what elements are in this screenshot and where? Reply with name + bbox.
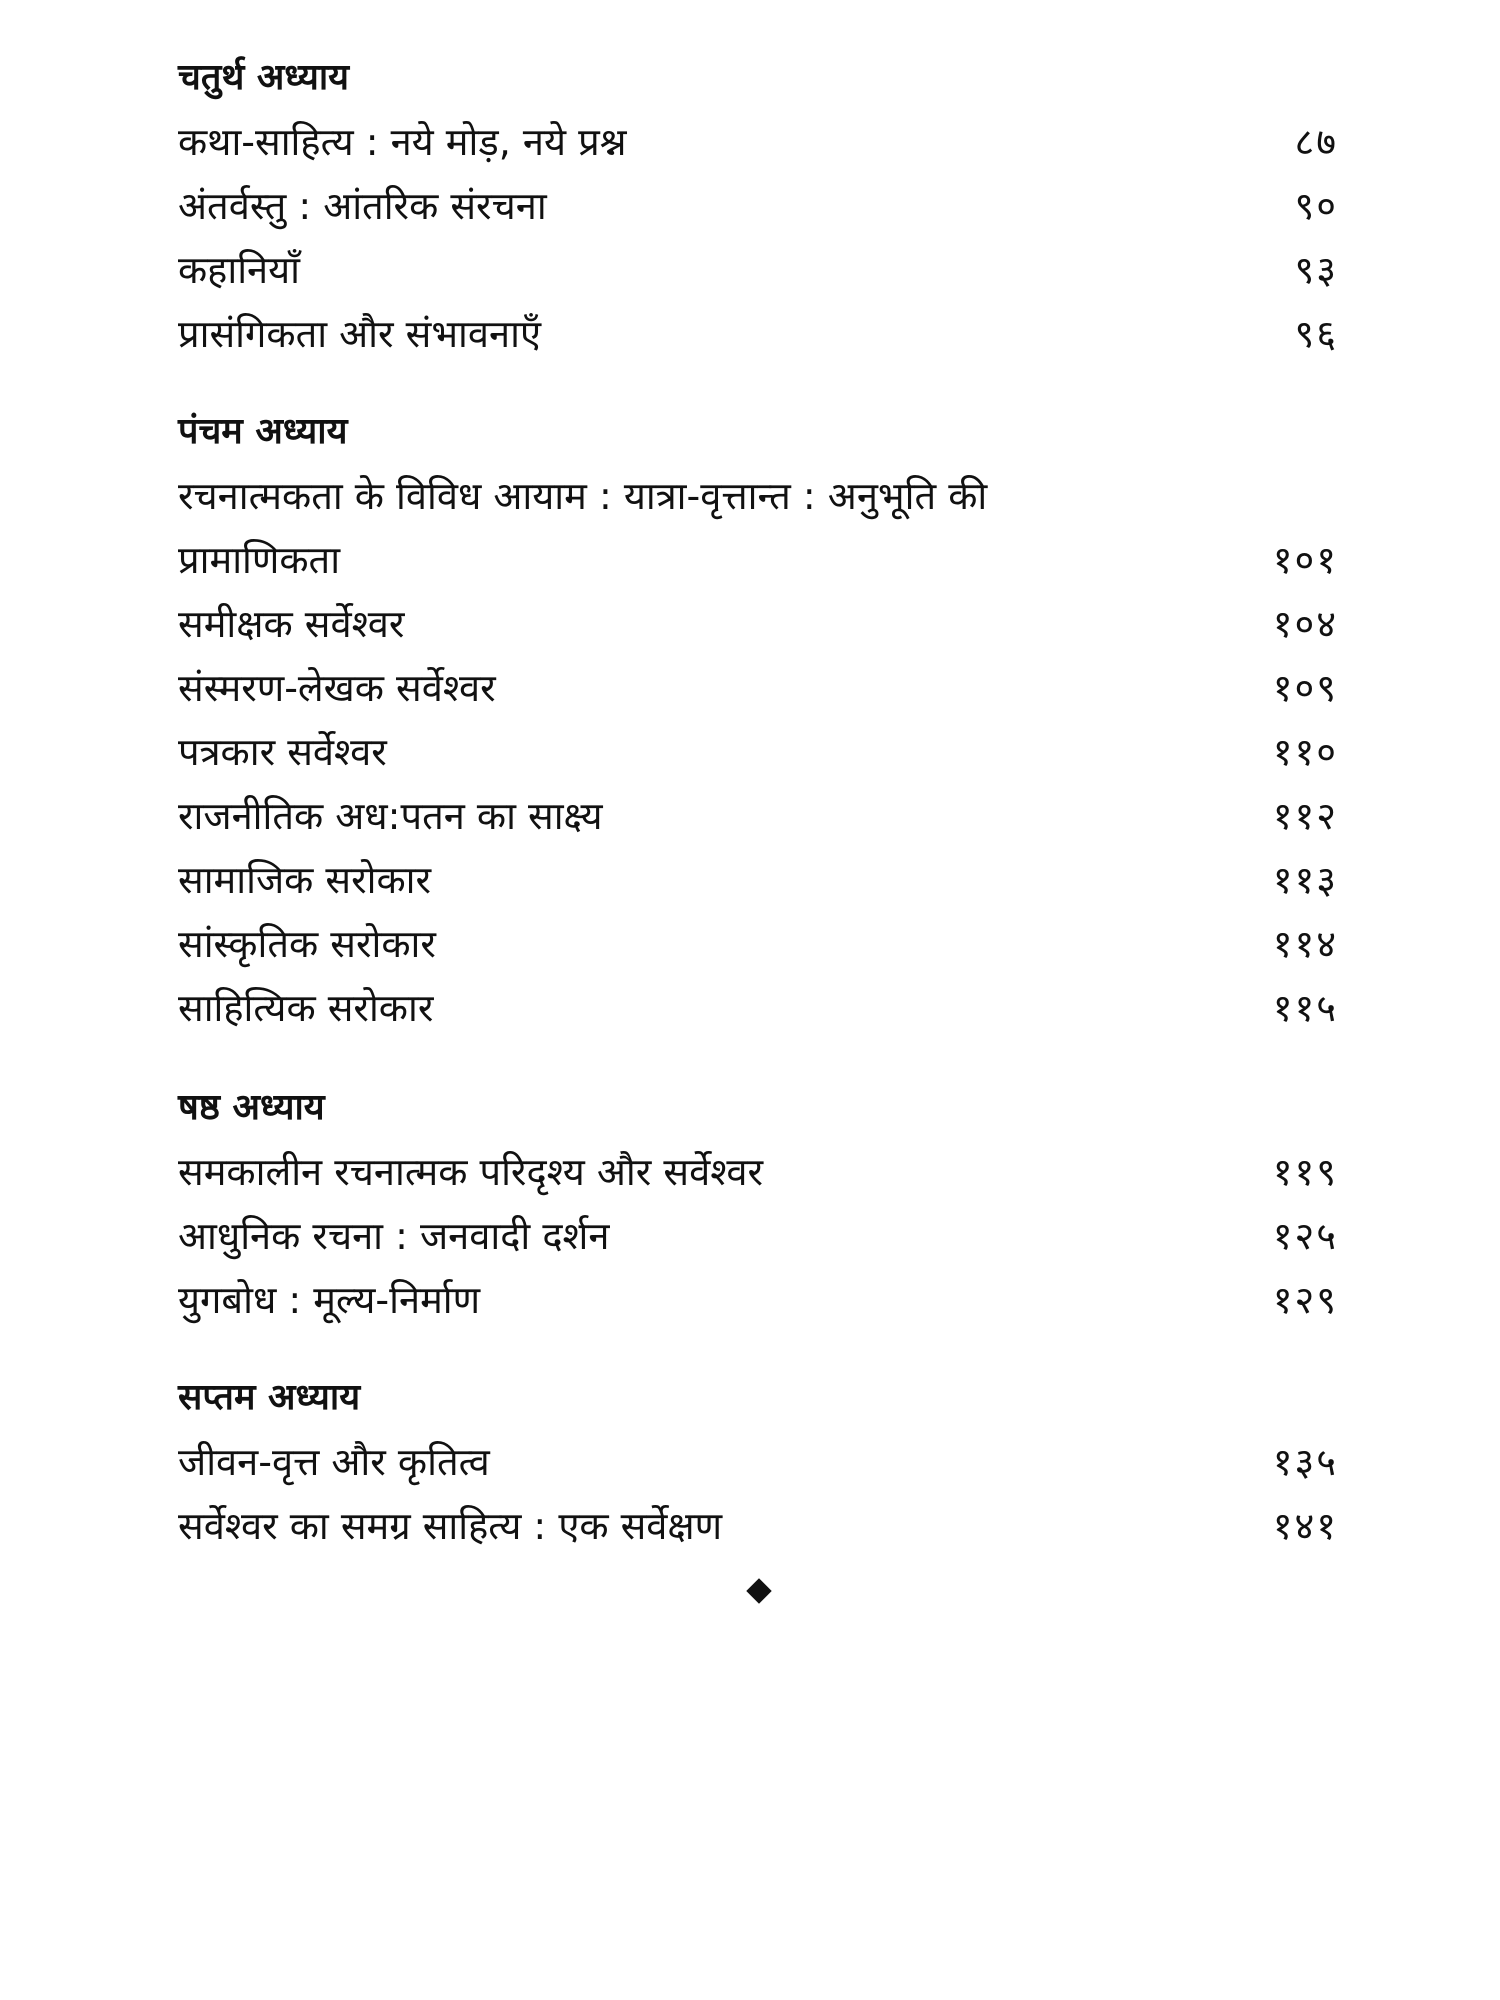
chapter-heading: सप्तम अध्याय: [178, 1377, 361, 1418]
toc-entry[interactable]: [178, 976, 1338, 1040]
toc-entry-page: १४१: [1272, 1504, 1338, 1548]
toc-entry-title: अंतर्वस्तु : आंतरिक संरचना: [178, 184, 547, 228]
toc-entry[interactable]: [178, 110, 1338, 174]
chapter-heading: षष्ठ अध्याय: [178, 1087, 325, 1128]
toc-entry[interactable]: [178, 238, 1338, 302]
toc-entry[interactable]: [178, 1268, 1338, 1332]
toc-entry-page: १०४: [1272, 602, 1338, 646]
toc-entry-title: युगबोध : मूल्य-निर्माण: [178, 1278, 481, 1322]
toc-entry[interactable]: [178, 174, 1338, 238]
toc-entry-page: ९३: [1294, 248, 1338, 292]
toc-entry-title: राजनीतिक अध:पतन का साक्ष्य: [178, 794, 603, 838]
toc-entry[interactable]: [178, 1430, 1338, 1494]
toc-entry[interactable]: [178, 720, 1338, 784]
toc-entry[interactable]: [178, 528, 1338, 592]
toc-entry-page: ११५: [1272, 986, 1338, 1030]
toc-entry-title: सामाजिक सरोकार: [178, 858, 432, 902]
toc-entry-page: ९०: [1294, 184, 1338, 228]
toc-entry[interactable]: [178, 592, 1338, 656]
toc-entry-title: समकालीन रचनात्मक परिदृश्य और सर्वेश्वर: [178, 1150, 764, 1194]
toc-entry-page: १२९: [1272, 1278, 1338, 1322]
toc-entry-title: आधुनिक रचना : जनवादी दर्शन: [178, 1214, 610, 1258]
toc-entry[interactable]: [178, 848, 1338, 912]
toc-entry[interactable]: [178, 1494, 1338, 1558]
chapter-section-6: [178, 1076, 1338, 1332]
chapter-section-5: [178, 400, 1338, 1040]
chapter-heading: पंचम अध्याय: [178, 411, 348, 452]
toc-entry-title-line-1[interactable]: रचनात्मकता के विविध आयाम : यात्रा-वृत्तान्त : अनुभूति की: [178, 474, 988, 518]
toc-entry-page: ११०: [1272, 730, 1338, 774]
toc-entry-title: प्रासंगिकता और संभावनाएँ: [178, 312, 541, 356]
toc-entry[interactable]: [178, 1204, 1338, 1268]
toc-entry[interactable]: [178, 912, 1338, 976]
toc-entry-title: संस्मरण-लेखक सर्वेश्वर: [178, 666, 496, 710]
toc-entry[interactable]: [178, 656, 1338, 720]
chapter-section-7: [178, 1366, 1338, 1558]
diamond-icon: [746, 1578, 771, 1603]
toc-entry-page: ११२: [1272, 794, 1338, 838]
chapter-section-4: [178, 46, 1338, 366]
toc-entry-page: ११४: [1272, 922, 1338, 966]
toc-entry-title: सर्वेश्वर का समग्र साहित्य : एक सर्वेक्षण: [178, 1504, 723, 1548]
toc-entry-title: कथा-साहित्य : नये मोड़, नये प्रश्न: [178, 120, 627, 164]
toc-entry-page: ९६: [1294, 312, 1338, 356]
toc-entry-page: ८७: [1294, 120, 1338, 164]
toc-entry-page: ११९: [1272, 1150, 1338, 1194]
toc-entry[interactable]: [178, 784, 1338, 848]
toc-entry[interactable]: [178, 302, 1338, 366]
toc-entry-title-line-2: प्रामाणिकता: [178, 538, 341, 582]
chapter-heading: चतुर्थ अध्याय: [178, 57, 350, 98]
toc-entry-title: साहित्यिक सरोकार: [178, 986, 434, 1030]
toc-entry-title: सांस्कृतिक सरोकार: [178, 922, 436, 966]
toc-entry-page: १३५: [1272, 1440, 1338, 1484]
toc-entry-page: १०९: [1272, 666, 1338, 710]
toc-entry[interactable]: [178, 1140, 1338, 1204]
toc-entry-page: ११३: [1272, 858, 1338, 902]
toc-entry-title: पत्रकार सर्वेश्वर: [178, 730, 387, 774]
toc-entry-title: समीक्षक सर्वेश्वर: [178, 602, 405, 646]
toc-entry-page: १०१: [1272, 538, 1338, 582]
toc-entry-title: जीवन-वृत्त और कृतित्व: [178, 1440, 490, 1484]
toc-entry-page: १२५: [1272, 1214, 1338, 1258]
toc-entry-title: कहानियाँ: [178, 248, 301, 292]
